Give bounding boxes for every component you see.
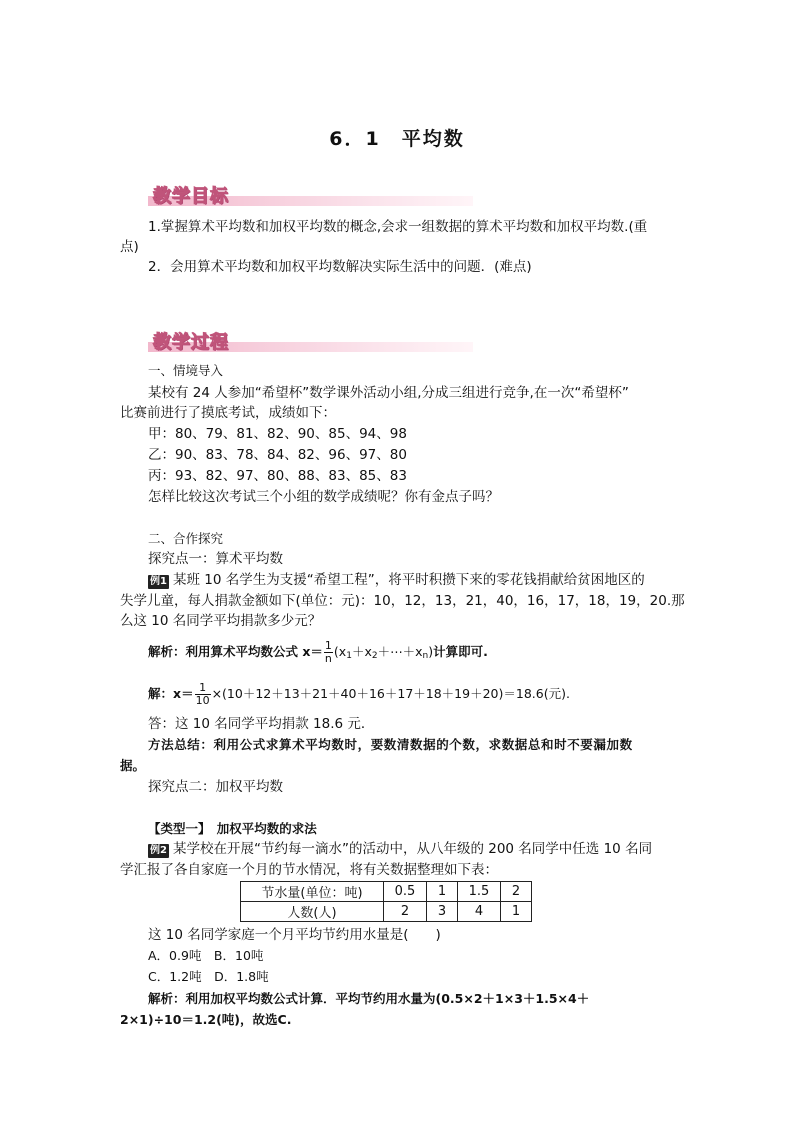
goal-line-2: 2．会用算术平均数和加权平均数解决实际生活中的问题．(难点) — [148, 259, 532, 275]
intro-paragraph-line1: 某校有 24 人参加“希望杯”数学课外活动小组,分成三组进行竞争,在一次“希望杯” — [148, 385, 629, 401]
explore-point-2: 探究点二：加权平均数 — [148, 779, 283, 795]
analysis-1 — [148, 640, 488, 665]
analysis-1-suffix: 计算即可. — [433, 644, 488, 659]
example-1-line1 — [148, 571, 645, 589]
page-title: 6．1 平均数 — [329, 128, 465, 150]
fraction-numerator: 1 — [324, 639, 332, 652]
intro-paragraph-line2: 比赛前进行了摸底考试，成绩如下： — [120, 405, 336, 421]
solution-prefix: 解：x＝ — [148, 686, 194, 701]
example-2-line2: 学汇报了各自家庭一个月的节水情况，将有关数据整理如下表： — [120, 862, 498, 878]
section-banner-goals — [148, 182, 478, 208]
scores-group-jia: 甲：80、79、81、82、90、85、94、98 — [148, 426, 407, 442]
table-cell: 节水量(单位：吨) — [241, 882, 384, 902]
analysis-2-line2: 2×1)÷10＝1.2(吨)，故选C. — [120, 1012, 292, 1027]
table-cell: 1 — [501, 902, 532, 922]
table-cell: 2 — [384, 902, 427, 922]
banner-label: 教学过程 — [153, 332, 229, 353]
intro-question: 怎样比较这次考试三个小组的数学成绩呢？你有金点子吗？ — [148, 489, 499, 505]
example-2-text: 某学校在开展“节约每一滴水”的活动中，从八年级的 200 名同学中任选 10 名同 — [172, 841, 653, 857]
example-2-line1 — [148, 840, 652, 858]
formula-sum: $(x_1+x_2+\cdots+x_n)$ — [333, 644, 434, 661]
method-summary-line1: 方法总结：利用公式求算术平均数时，要数清数据的个数，求数据总和时不要漏加数 — [148, 737, 633, 752]
table-cell: 3 — [427, 902, 458, 922]
options-a-b: A．0.9吨 B．10吨 — [148, 948, 264, 963]
goal-line-1: 1.掌握算术平均数和加权平均数的概念,会求一组数据的算术平均数和加权平均数.(重 — [148, 219, 648, 235]
table-cell: 0.5 — [384, 882, 427, 902]
table-cell: 1 — [427, 882, 458, 902]
analysis-2-line1: 解析：利用加权平均数公式计算．平均节约用水量为(0.5×2＋1×3＋1.5×4＋ — [148, 991, 590, 1006]
banner-label: 教学目标 — [153, 186, 229, 207]
table-cell: 1.5 — [458, 882, 501, 902]
goal-line-1-cont: 点) — [120, 239, 139, 255]
section-banner-process — [148, 328, 478, 354]
example-1-line3: 么这 10 名同学平均捐款多少元？ — [120, 613, 322, 629]
table-row — [241, 902, 532, 922]
example-1-line2: 失学儿童，每人捐款金额如下(单位：元)：10，12，13，21，40，16，17，18，19，20.那 — [120, 593, 685, 609]
fraction-1-over-10 — [195, 682, 211, 707]
example-badge: 例1 — [150, 576, 167, 587]
section-heading-intro: 一、情境导入 — [148, 363, 224, 378]
table-cell: 人数(人) — [241, 902, 384, 922]
fraction-numerator: 1 — [195, 682, 211, 695]
table-cell: 4 — [458, 902, 501, 922]
solution-1 — [148, 682, 570, 707]
section-heading-explore: 二、合作探究 — [148, 531, 224, 546]
type-heading: 【类型一】 加权平均数的求法 — [148, 821, 317, 836]
analysis-1-prefix: 解析：利用算术平均数公式 x＝ — [148, 644, 323, 659]
explore-point-1: 探究点一：算术平均数 — [148, 551, 283, 567]
water-saving-table — [240, 881, 532, 922]
table-row — [241, 882, 532, 902]
answer-1: 答：这 10 名同学平均捐款 18.6 元． — [148, 716, 375, 732]
fraction-denominator: n — [324, 652, 332, 665]
fraction-1-over-n — [324, 640, 333, 665]
options-c-d: C．1.2吨 D．1.8吨 — [148, 969, 269, 984]
method-summary-line2: 据。 — [120, 758, 146, 773]
fraction-denominator: 10 — [195, 694, 210, 707]
scores-group-yi: 乙：90、83、78、84、82、96、97、80 — [148, 447, 407, 463]
example-1-text: 某班 10 名学生为支援“希望工程”，将平时积攒下来的零花钱捐献给贫困地区的 — [172, 572, 645, 588]
example-badge: 例2 — [150, 845, 167, 856]
solution-expression: ×(10＋12＋13＋21＋40＋16＋17＋18＋19＋20)＝18.6(元). — [211, 686, 570, 701]
question-2: 这 10 名同学家庭一个月平均节约用水量是( ) — [148, 927, 441, 943]
scores-group-bing: 丙：93、82、97、80、88、83、85、83 — [148, 468, 407, 484]
table-cell: 2 — [501, 882, 532, 902]
